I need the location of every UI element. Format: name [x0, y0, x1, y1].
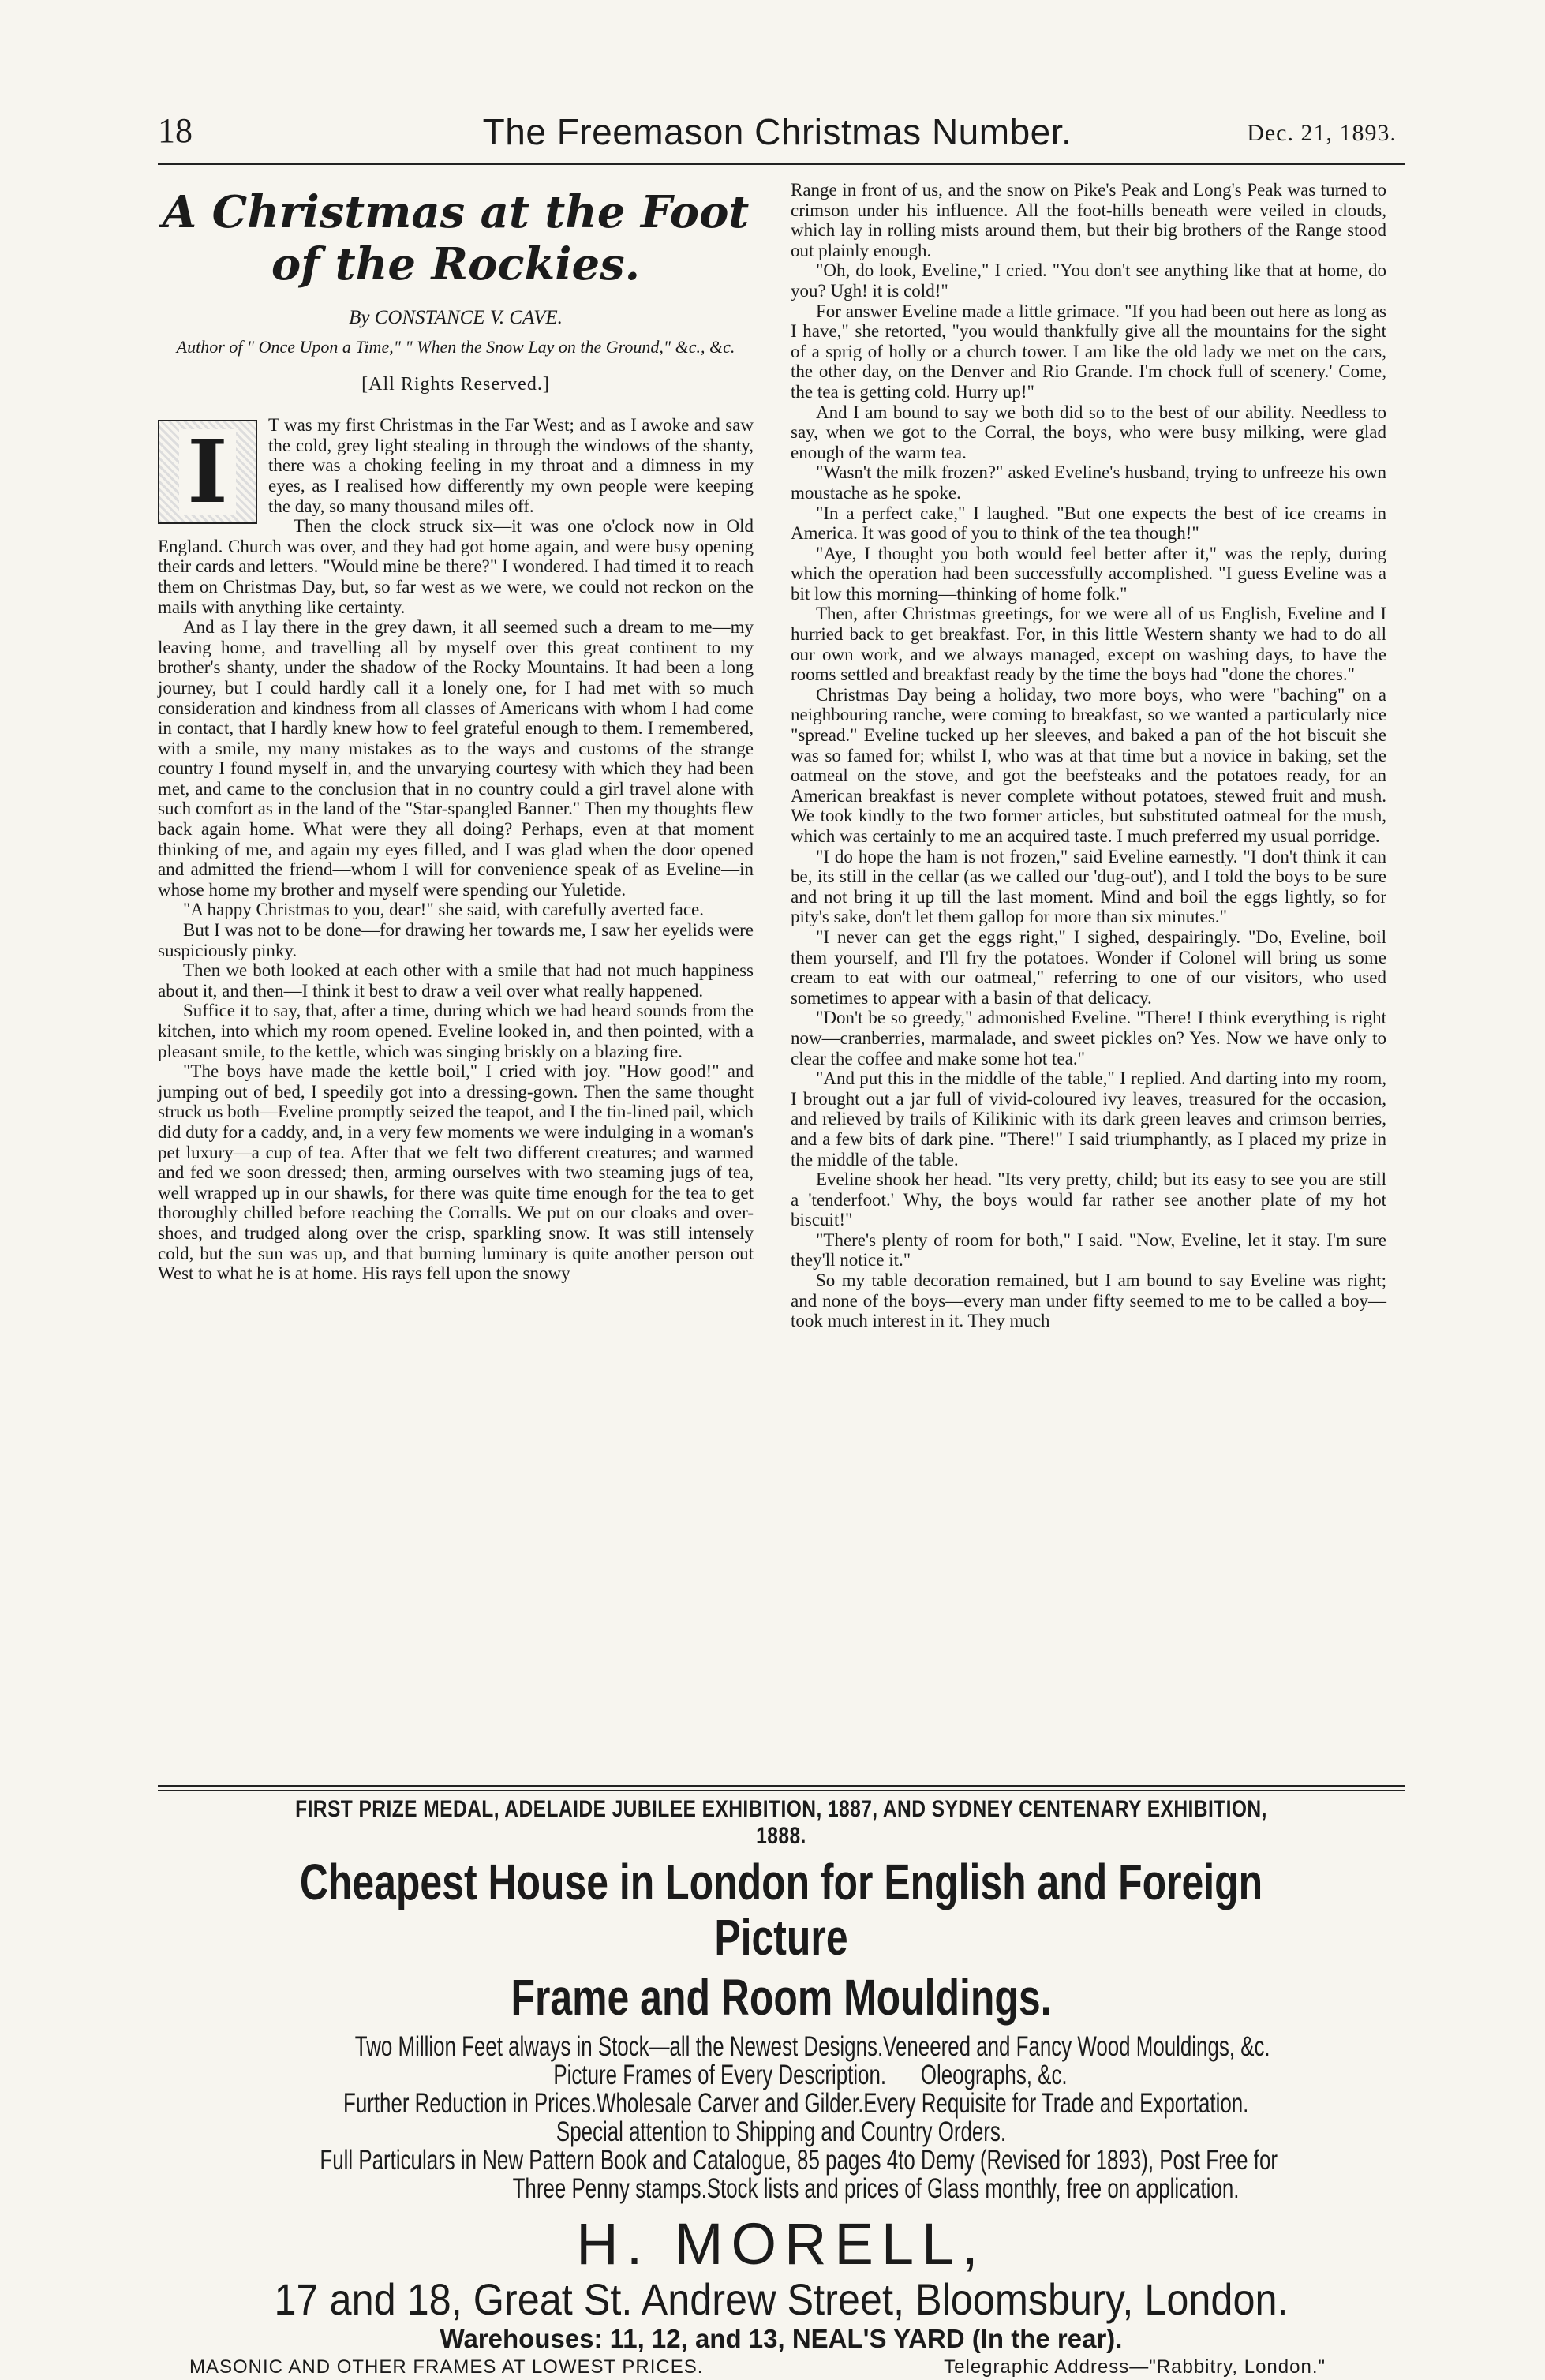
ad-row-2 [320, 2061, 1242, 2090]
ad-address: 17 and 18, Great St. Andrew Street, Bloomsbury, London. [274, 2274, 1289, 2324]
article-paragraph: Then the clock struck six—it was one o'clock now in Old England. Church was over, and they had got home again, and were busy opening their cards and letters. "Would mine be there?" I wondered. I had timed it to reach them on Christmas Day, but, so far west as we were, we could not reckon on the mails with anything like certainty. [158, 516, 754, 617]
article-paragraph: So my table decoration remained, but I am bound to say Eveline was right; and none of the boys—every man under fifty seemed to me to be called a boy—took much interest in it. They much [791, 1270, 1386, 1331]
ad-footer-right: Telegraphic Address—"Rabbitry, London." [944, 2356, 1326, 2378]
article-byline: By CONSTANCE V. CAVE. [349, 307, 563, 328]
article-paragraph: For answer Eveline made a little grimace. "If you had been out here as long as I have," she retorted, "you would thankfully give all the mountains for the sight of a sprig of holly or a church tower. I am like the old lady we met on the cars, the other day, on the Denver and Rio Grande. I'm chock full of scenery.' Come, the tea is getting cold. Hurry up!" [791, 301, 1386, 402]
author-note: Author of " Once Upon a Time," " When the Snow Lay on the Ground," &c., &c. [176, 336, 735, 357]
dropcap-ornament [158, 420, 257, 524]
article-paragraph: "I never can get the eggs right," I sighed, despairingly. "Do, Eveline, boil them yourself, and I'll fry the potatoes. Wonder if Colonel will bring us some cream to eat with our oatmeal," referring to one of our visitors, who used sometimes to appear with a basin of that delicacy. [791, 926, 1386, 1008]
ad-row-1 [320, 2031, 1270, 2062]
article-paragraph: T was my first Christmas in the Far West; and as I awoke and saw the cold, grey light stealing in through the windows of the shanty, there was a choking feeling in my throat and a dimness in my eyes, as I realised how differently my own people were keeping the day, so many thousand miles off. [268, 415, 754, 516]
article-paragraph: "A happy Christmas to you, dear!" she said, with carefully averted face. [183, 900, 705, 920]
ad-headline-1: Cheapest House in London for English and Foreign Picture [299, 1854, 1263, 1966]
article-paragraph: "In a perfect cake," I laughed. "But one expects the best of ice creams in America. It was good of you to think of the tea though!" [791, 503, 1386, 544]
article-paragraph: Range in front of us, and the snow on Pike's Peak and Long's Peak was turned to crimson under his influence. All the foot-hills beneath were veiled in clouds, which lay in rolling mists around them, but their big brothers of the Range stood out plainly enough. [791, 180, 1386, 260]
ad-row-6 [320, 2175, 1242, 2203]
ad-line-4: Special attention to Shipping and Country Orders. [556, 2116, 1007, 2147]
ad-line2-left: Picture Frames of Every Description. [553, 2060, 887, 2090]
ad-company-name: H. MORELL, [576, 2211, 986, 2277]
ad-footer [158, 2355, 1405, 2380]
dropcap-letter: I [179, 429, 235, 515]
ad-rule-top-thin [158, 1790, 1405, 1791]
ad-headline-2: Frame and Room Mouldings. [511, 1969, 1052, 2026]
article-paragraph: "There's plenty of room for both," I said. "Now, Eveline, let it stay. I'm sure they'll notice it." [791, 1229, 1386, 1270]
rights-notice: [All Rights Reserved.] [361, 373, 550, 395]
article-paragraph: And as I lay there in the grey dawn, it all seemed such a dream to me—my leaving home, and travelling all by myself over this great continent to my brother's shanty, under the shadow of the Rocky Mountains. It had been a long journey, but I could hardly call it a lonely one, for I had met with so much consideration and kindness from all classes of Americans with whom I had come in contact, that I hardly knew how to feel grateful enough to them. I remembered, with a smile, my many mistakes as to the ways and customs of the strange country I found myself in, and the unvarying courtesy with which they had been met, and came to the conclusion that in no country could a girl travel alone with such comfort as in the land of the "Star-spangled Banner." Then my thoughts flew back again home. What were they all doing? Perhaps, even at that moment thinking of me, and again my eyes filled, and I was glad when the door opened and admitted the friend—whom I will for convenience speak of as Eveline—in whose home my brother and myself were spending our Yuletide. [158, 617, 754, 900]
article-paragraph: But I was not to be done—for drawing her towards me, I saw her eyelids were suspiciously pinky. [158, 920, 754, 960]
article-title: A Christmas at the Foot of the Rockies. [162, 186, 750, 290]
ad-line1-right: Veneered and Fancy Wood Mouldings, &c. [883, 2031, 1270, 2062]
article-paragraph: Then we both looked at each other with a smile that had not much happiness about it, and then—I think it best to draw a veil over what really happened. [158, 960, 754, 1001]
ad-line-5: Full Particulars in New Pattern Book and Catalogue, 85 pages 4to Demy (Revised for 1893), Post Free for [320, 2145, 1278, 2176]
page-number: 18 [158, 111, 193, 150]
ad-line3-b: Wholesale Carver and Gilder. [597, 2088, 864, 2119]
article-paragraph: Eveline shook her head. "Its very pretty, child; but its easy to see you are still a 'tenderfoot.' Why, the boys would far rather see another plate of my hot biscuit!" [791, 1169, 1386, 1230]
ad-row-3 [320, 2088, 1249, 2119]
ad-line1-left: Two Million Feet always in Stock—all the Newest Designs. [354, 2031, 884, 2062]
ad-footer-left: MASONIC AND OTHER FRAMES AT LOWEST PRICES. [189, 2356, 704, 2378]
publication-title: The Freemason Christmas Number. [482, 111, 1072, 152]
article-paragraph: "Aye, I thought you both would feel better after it," was the reply, during which the operation had been successfully accomplished. "I guess Eveline was a bit low this morning—thinking of home folk." [791, 543, 1386, 604]
ad-line3-a: Further Reduction in Prices. [342, 2088, 597, 2119]
advertisement [158, 1796, 1405, 2380]
article-paragraph: And I am bound to say we both did so to the best of our ability. Needless to say, when we got to the Corral, the boys, who were busy milking, were glad enough of the warm tea. [791, 402, 1386, 462]
article-paragraph: Then, after Christmas greetings, for we were all of us English, Eveline and I hurried back to get breakfast. For, in this little Western shanty we had to do all our own work, and we always managed, except on washing days, to have the rooms settled and breakfast ready by the time the boys had "done the chores." [791, 604, 1386, 685]
article-paragraph: "I do hope the ham is not frozen," said Eveline earnestly. "I don't think it can be, its still in the cellar (as we called our 'dug-out'), and I told the boys to be sure and not bring it up till the last moment. Mind and boil the eggs lightly, so for pity's sake, don't let them gallop for more than six minutes." [791, 846, 1386, 927]
ad-line2-right: Oleographs, &c. [920, 2060, 1068, 2090]
article-left-column [158, 180, 754, 1284]
article-right-column [791, 180, 1386, 1331]
article-paragraph: Suffice it to say, that, after a time, during which we had heard sounds from the kitchen, into which my room opened. Eveline looked in, and then pointed, with a pleasant smile, to the kettle, which was singing briskly on a blazing fire. [158, 1001, 754, 1061]
ad-line6-left: Three Penny stamps. [512, 2173, 707, 2204]
page-header [158, 110, 1397, 161]
ad-warehouses: Warehouses: 11, 12, and 13, NEAL'S YARD (In the rear). [440, 2324, 1123, 2353]
article-paragraph: "The boys have made the kettle boil," I cried with joy. "How good!" and jumping out of bed, I speedily got into a dressing-gown. Then the same thought struck us both—Eveline promptly seized the teapot, and I the tin-lined pail, which did duty for a caddy, and, in a very few moments we were indulging in a woman's pet luxury—a cup of tea. After that we felt two different creatures; and warmed and fed we soon dressed; then, arming ourselves with two steaming jugs of tea, well wrapped up in our shawls, for there was quite time enough for the tea to get thoroughly chilled before reaching the Corralls. We put on our cloaks and over-shoes, and trudged along over the crisp, sparkling snow. It was still intensely cold, but the sun was up, and that burning luminary is quite another person out West to what he is at home. His rays fell upon the snowy [158, 1061, 754, 1284]
article-paragraph: "Don't be so greedy," admonished Eveline. "There! I think everything is right now—cranberries, marmalade, and sweet pickles on? Yes. Now we have only to clear the coffee and make some hot tea." [791, 1008, 1386, 1068]
ad-award-line: FIRST PRIZE MEDAL, ADELAIDE JUBILEE EXHIBITION, 1887, AND SYDNEY CENTENARY EXHIBITION, 1888. [295, 1796, 1267, 1849]
article-paragraph: "Wasn't the milk frozen?" asked Eveline's husband, trying to unfreeze his own moustache as he spoke. [791, 462, 1386, 503]
ad-rule-top [158, 1785, 1405, 1787]
article-paragraph: "Oh, do look, Eveline," I cried. "You don't see anything like that at home, do you? Ugh! it is cold!" [791, 260, 1386, 301]
ad-line3-c: Every Requisite for Trade and Exportation. [863, 2088, 1249, 2119]
ad-line6-right: Stock lists and prices of Glass monthly, free on application. [706, 2173, 1240, 2204]
issue-date: Dec. 21, 1893. [1247, 120, 1397, 146]
header-rule [158, 163, 1405, 165]
article-paragraph: "And put this in the middle of the table," I replied. And darting into my room, I brought out a jar full of vivid-coloured ivy leaves, treasured for the occasion, and relieved by trails of Kilikinic with its dark green leaves and crimson berries, and a few bits of dark pine. "There!" I said triumphantly, as I placed my prize in the middle of the table. [791, 1068, 1386, 1169]
article-paragraph: Christmas Day being a holiday, two more boys, who were "baching" on a neighbouring ranche, were coming to breakfast, so we wanted a particularly nice "spread." Eveline tucked up her sleeves, and baked a pan of the hot biscuit she was so famed for; whilst I, who was at that time but a novice in baking, set the oatmeal on the stove, and got the beefsteaks and the potatoes ready, for an American breakfast is never complete without potatoes, stewed fruit and mush. We took kindly to the two former articles, but substituted oatmeal for the mush, which was certainly to me an acquired taste. I much preferred my usual porridge. [791, 684, 1386, 846]
